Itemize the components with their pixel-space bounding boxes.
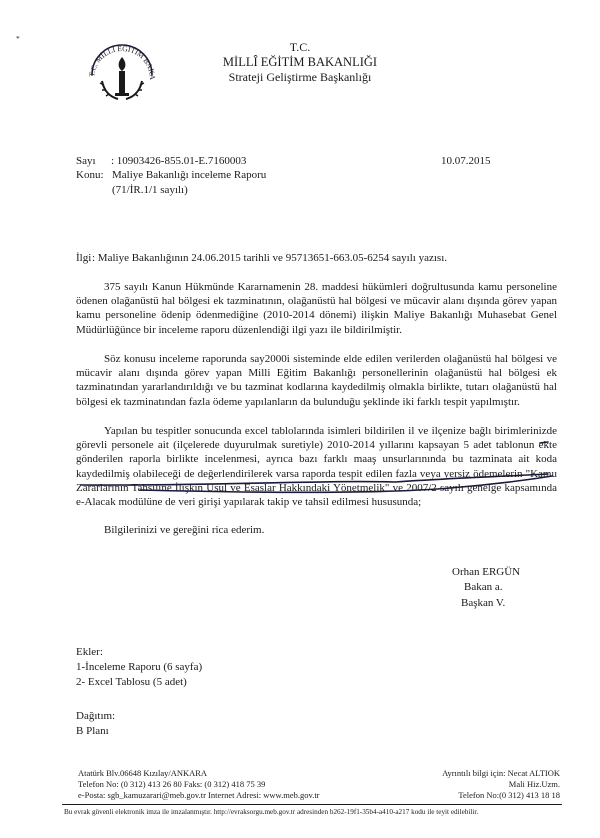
footer-contact-title: Mali Hiz.Uzm. [508,779,560,789]
konu-value: Maliye Bakanlığı inceleme Raporu [112,169,267,181]
header-department: Strateji Geliştirme Başkanlığı [228,70,372,84]
footer-address: Atatürk Blv.06648 Kızılay/ANKARA [78,768,208,778]
signer-line1: Bakan a. [464,581,503,593]
ekler-label: Ekler: [76,646,103,658]
body-paragraph: Yapılan bu tespitler sonucunda excel tablolarında isimleri bildirilen il ve ilçenize bağlı birimlerinizde görevli personele ait (ilçelerede duyurulmak suretiyle) 2010-2014 yıllarını kapsayan 5 adet tablonun ekte gönderilen raporla birlikte incelenmesi, ayrıca bazı farklı maaş unsurlarınında bu tazminata ait koda kaydedilmiş olabileceği de değerlendirilerek varsa raporda tespit edilen fazla veya yersiz ödemelerin "Kamu Zararlarının Tahsiline İlişkin Usul ve Esaslar Hakkındaki Yönetmelik" ve 2007/2 sayılı genelge kapsamında e-Alacak modülüne de veri girişi yapılarak takip ve tahsil edilmesi hususunda; [76,425,557,509]
sayi-label: Sayı [76,155,96,167]
body-paragraph: Bilgilerinizi ve gereğini rica ederim. [104,524,265,536]
footer-divider [62,804,562,805]
document-date: 10.07.2015 [441,155,491,167]
sayi-value: : 10903426-855.01-E.7160003 [111,155,247,167]
header-ministry: MİLLÎ EĞİTİM BAKANLIĞI [222,55,378,69]
ilgi-value: : Maliye Bakanlığının 24.06.2015 tarihli ve 95713651-663.05-6254 sayılı yazısı. [92,252,448,264]
corner-mark: * [16,34,20,43]
footer-email: e-Posta: sgb_kamuzarari@meb.gov.tr Internet Adresi: www.meb.gov.tr [78,790,320,800]
footer-contact: Ayrıntılı bilgi için: Necat ALTIOK [442,768,560,778]
header-country: T.C. [289,40,311,54]
konu-subtitle: (71/İR.1/1 sayılı) [112,184,188,196]
footer-phone: Telefon No: (0 312) 413 26 80 Faks: (0 312) 418 75 39 [78,779,266,789]
dagitim-value: B Planı [76,725,109,737]
ek-item: 1-İnceleme Raporu (6 sayfa) [76,661,203,673]
body-paragraph: 375 sayılı Kanun Hükmünde Kararnamenin 28. maddesi hükümleri doğrultusunda kamu personeline ödenen olağanüstü hal bölgesi ek tazminatının, olağanüstü hal bölgesi ve mücavir alanı dışında görev yapan kamu personeline ödenip ödenmediğine (2010-2014 dönemi) ilişkin Maliye Bakanlığı Muhasebat Genel Müdürlüğünce bir inceleme raporu düzenlendiği ilgi yazı ile bildirilmiştir. [76,281,557,336]
ilgi-label: İlgi [76,252,92,264]
dagitim-label: Dağıtım: [76,710,116,722]
body-paragraph: Söz konusu inceleme raporunda say2000i sisteminde elde edilen verilerden olağanüstü hal bölgesi ve mücavir alanı dışında görev yapan Milli Eğitim Bakanlığı personellerinin olağanüstü hal bölgesi ek tazminatından yararlandırıldığı ve bu tazminat kodlarına kaydedilmiş olmakla birlikte, tutarı olağanüstü hal bölgesi ek tazminatından fazla ödeme yapılanların da bulunduğu şeklinde iki farklı tespit yapılmıştır. [76,353,557,408]
esign-note: Bu evrak güvenli elektronik imza ile imzalanmıştır. http://evraksorgu.meb.gov.tr adresinden b262-19f1-35b4-a410-a217 kodu ile teyit edilebilir. [64,808,479,816]
signer-line2: Başkan V. [461,597,506,609]
logo-text: T.C. MİLLÎ EĞİTİM BAKA [87,43,158,81]
ek-item: 2- Excel Tablosu (5 adet) [76,676,187,688]
signer-name: Orhan ERGÜN [452,566,521,578]
footer-contact-phone: Telefon No:(0 312) 413 18 18 [458,790,560,800]
konu-label: Konu: [76,169,104,181]
